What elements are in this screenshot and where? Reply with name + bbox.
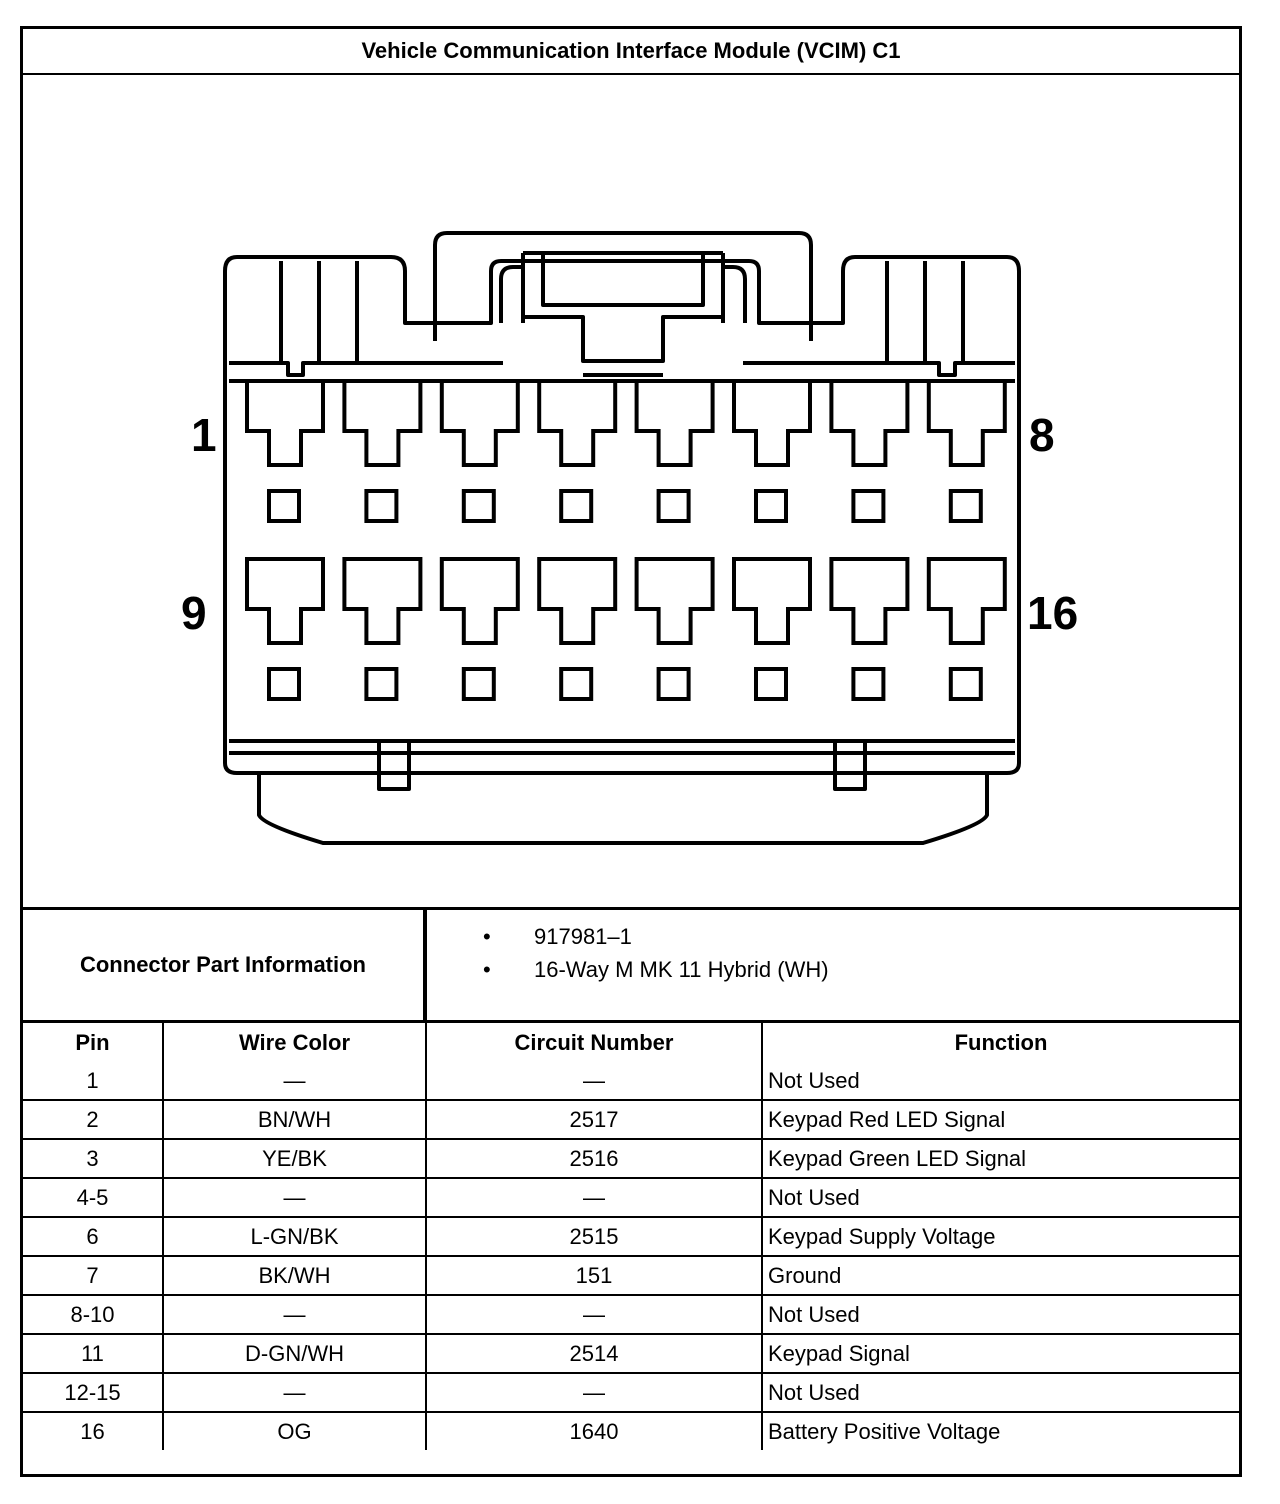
connector-info-label: Connector Part Information [23,910,426,1020]
cell-circuit-number: 2516 [426,1139,762,1178]
cell-wire-color: — [163,1062,426,1100]
header-pin: Pin [23,1023,163,1062]
cell-circuit-number: — [426,1295,762,1334]
cell-circuit-number: 2517 [426,1100,762,1139]
housing-outline [225,257,1019,773]
header-wire-color: Wire Color [163,1023,426,1062]
header-circuit-number: Circuit Number [426,1023,762,1062]
pin-cavity-5 [637,381,713,465]
pin-cavity-6 [734,381,810,465]
cell-pin: 7 [23,1256,163,1295]
cell-function: Keypad Supply Voltage [762,1217,1239,1256]
cell-pin: 1 [23,1062,163,1100]
pin-cavity-13 [637,559,713,643]
pin-cavity-3 [442,381,518,465]
cell-pin: 6 [23,1217,163,1256]
cell-wire-color: — [163,1178,426,1217]
cell-pin: 12-15 [23,1373,163,1412]
table-row [23,1062,1239,1100]
cell-wire-color: BK/WH [163,1256,426,1295]
pin-cavity-15 [831,559,907,643]
table-row [23,1100,1239,1139]
pin-label-1: 1 [191,409,217,461]
connector-face-drawing [23,73,1239,907]
pin-test-port-12 [561,669,591,699]
pin-cavity-16 [929,559,1005,643]
cell-circuit-number: 151 [426,1256,762,1295]
pin-cavity-10 [344,559,420,643]
cell-circuit-number: 1640 [426,1412,762,1450]
table-row [23,1373,1239,1412]
header-function: Function [762,1023,1239,1062]
cell-circuit-number: 2514 [426,1334,762,1373]
connector-part-number: • 917981–1 [427,920,1239,953]
pin-cavity-11 [442,559,518,643]
bottom-skirt [259,773,987,843]
cell-circuit-number: — [426,1062,762,1100]
cell-pin: 2 [23,1100,163,1139]
cell-wire-color: OG [163,1412,426,1450]
pin-test-port-7 [853,491,883,521]
table-header-row [23,1023,1239,1062]
table-row [23,1295,1239,1334]
cell-wire-color: L-GN/BK [163,1217,426,1256]
pin-test-port-16 [951,669,981,699]
pin-label-9: 9 [181,587,207,639]
cell-pin: 11 [23,1334,163,1373]
page-title: Vehicle Communication Interface Module (VCIM) C1 [23,29,1239,75]
pin-cavity-2 [344,381,420,465]
pin-test-port-1 [269,491,299,521]
cell-pin: 16 [23,1412,163,1450]
cell-circuit-number: — [426,1373,762,1412]
connector-diagram [23,73,1239,907]
pin-test-port-3 [464,491,494,521]
pin-cavity-7 [831,381,907,465]
pin-test-port-11 [464,669,494,699]
cell-wire-color: — [163,1295,426,1334]
cell-function: Keypad Green LED Signal [762,1139,1239,1178]
pin-cavity-14 [734,559,810,643]
pinout-table [23,1023,1239,1450]
connector-sheet [20,26,1242,1477]
cell-circuit-number: 2515 [426,1217,762,1256]
cell-function: Battery Positive Voltage [762,1412,1239,1450]
pin-test-port-10 [366,669,396,699]
pin-test-port-13 [659,669,689,699]
cell-function: Not Used [762,1178,1239,1217]
pin-test-port-6 [756,491,786,521]
cell-pin: 8-10 [23,1295,163,1334]
cell-function: Ground [762,1256,1239,1295]
connector-description: • 16-Way M MK 11 Hybrid (WH) [427,953,1239,986]
table-row [23,1217,1239,1256]
cell-circuit-number: — [426,1178,762,1217]
cell-function: Keypad Signal [762,1334,1239,1373]
pin-test-port-4 [561,491,591,521]
pin-test-port-15 [853,669,883,699]
cell-wire-color: BN/WH [163,1100,426,1139]
pin-cavity-8 [929,381,1005,465]
pin-cavity-12 [539,559,615,643]
pin-test-port-9 [269,669,299,699]
table-row [23,1256,1239,1295]
cell-wire-color: — [163,1373,426,1412]
table-row [23,1139,1239,1178]
cell-pin: 3 [23,1139,163,1178]
table-row [23,1334,1239,1373]
connector-part-info [23,907,1239,1023]
pin-cavity-9 [247,559,323,643]
cell-function: Not Used [762,1295,1239,1334]
pin-test-port-14 [756,669,786,699]
pin-cavity-1 [247,381,323,465]
pin-cavity-4 [539,381,615,465]
cell-wire-color: D-GN/WH [163,1334,426,1373]
cell-function: Keypad Red LED Signal [762,1100,1239,1139]
connector-info-list [426,910,1239,1030]
pin-test-port-2 [366,491,396,521]
pin-test-port-8 [951,491,981,521]
cell-function: Not Used [762,1373,1239,1412]
latch-inner [501,267,523,323]
cell-function: Not Used [762,1062,1239,1100]
table-row [23,1178,1239,1217]
pin-label-16: 16 [1027,587,1079,639]
table-row [23,1412,1239,1450]
pin-label-8: 8 [1029,409,1055,461]
cell-wire-color: YE/BK [163,1139,426,1178]
cell-pin: 4-5 [23,1178,163,1217]
pin-test-port-5 [659,491,689,521]
